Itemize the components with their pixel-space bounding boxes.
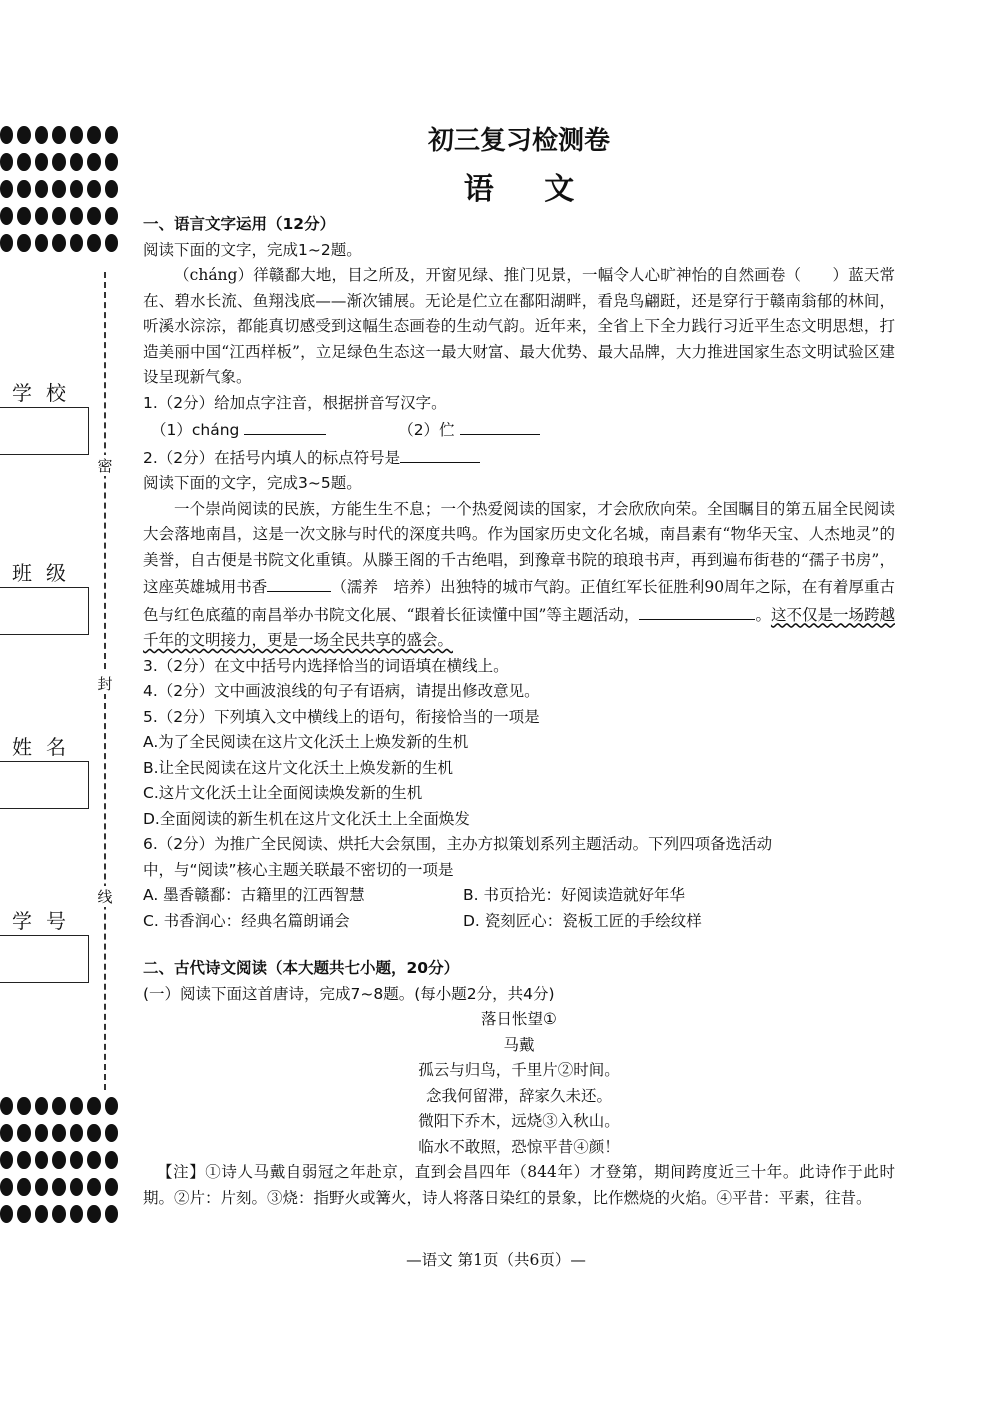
binding-dot bbox=[105, 1124, 118, 1142]
school-label: 学校 bbox=[12, 381, 80, 405]
binding-dot bbox=[17, 153, 30, 171]
binding-dot bbox=[35, 126, 48, 144]
binding-dot bbox=[35, 1097, 48, 1115]
binding-dot-row bbox=[0, 1205, 118, 1223]
binding-dot bbox=[87, 1151, 100, 1169]
binding-dot bbox=[105, 180, 118, 198]
subject-title: 语 文 bbox=[463, 172, 595, 207]
binding-dot bbox=[17, 1205, 30, 1223]
binding-dot bbox=[17, 1178, 30, 1196]
binding-dot bbox=[87, 153, 100, 171]
binding-dot bbox=[105, 153, 118, 171]
binding-dot bbox=[87, 207, 100, 225]
question-5: 5.（2分）下列填入文中横线上的语句，衔接恰当的一项是 bbox=[143, 707, 540, 726]
binding-dot bbox=[35, 1205, 48, 1223]
binding-dot bbox=[52, 126, 65, 144]
exam-title: 初三复习检测卷 bbox=[427, 126, 610, 156]
binding-dot bbox=[87, 126, 100, 144]
question-4: 4.（2分）文中画波浪线的句子有语病，请提出修改意见。 bbox=[143, 682, 540, 700]
binding-dot bbox=[87, 1124, 100, 1142]
binding-dot bbox=[70, 1205, 83, 1223]
q5-option-a[interactable]: A.为了全民阅读在这片文化沃土上焕发新的生机 bbox=[143, 733, 469, 751]
binding-dot bbox=[87, 1205, 100, 1223]
binding-dot-row bbox=[0, 207, 118, 225]
passage-2-part-b: 出独特的城市气韵。正值红军长征胜利90周年之际，在有着厚重古色与红色底蕴的南昌举办书院文化展、“跟着长征读懂中国”等主题活动， bbox=[143, 578, 895, 624]
passage-2-part-a: 一个崇尚阅读的民族，方能生生不息；一个热爱阅读的国家，才会欣欣向荣。全国瞩目的第五届全民阅读大会落地南昌，这是一次文脉与时代的深度共鸣。作为国家历史文化名城，南昌素有“物华天宝、人杰地灵”的美誉，自古便是书院文化重镇。从滕王阁的千古绝唱，到豫章书院的琅琅书声，再到遍布街巷的“孺子书房”，这座英雄城用书香 bbox=[143, 499, 895, 596]
question-1: 1.（2分）给加点字注音，根据拼音写汉字。 bbox=[143, 393, 447, 412]
binding-dot bbox=[0, 234, 13, 252]
q1-part1-label: （1）cháng bbox=[151, 421, 240, 439]
binding-dot bbox=[0, 207, 13, 225]
q5-option-d[interactable]: D.全面阅读的新生机在这片文化沃土上全面焕发 bbox=[143, 809, 470, 828]
binding-dot bbox=[17, 234, 30, 252]
section2-subheading: (一）阅读下面这首唐诗，完成7~8题。(每小题2分，共4分) bbox=[143, 984, 555, 1003]
passage-2: 一个崇尚阅读的民族，方能生生不息；一个热爱阅读的国家，才会欣欣向荣。全国瞩目的第五届全民阅读大会落地南昌，这是一次文脉与时代的深度共鸣。作为国家历史文化名城，南昌素有“物华天宝、人杰地灵”的美誉，自古便是书院文化重镇。从滕王阁的千古绝唱，到豫章书院的琅琅书声，再到遍布街巷的“孺子书房”，这座英雄城用书香 （濡养 培养）出独特的城市气韵。正值红军长征胜利90周年之际，在有着厚重古色与红色底蕴的南昌举办书院文化展、“跟着长征读懂中国”等主题活动， 。这不仅是一场跨越千年的文明接力，更是一场全民共享的盛会。 bbox=[143, 499, 895, 649]
q5-option-c[interactable]: C.这片文化沃土让全面阅读焕发新的生机 bbox=[143, 784, 423, 802]
section2-heading: 二、古代诗文阅读（本大题共七小题，20分） bbox=[143, 959, 460, 977]
binding-dot bbox=[17, 1151, 30, 1169]
page-footer: —语文 第1页（共6页）— bbox=[406, 1251, 586, 1269]
binding-dot bbox=[105, 207, 118, 225]
poem-notes: 【注】①诗人马戴自弱冠之年赴京，直到会昌四年（844年）才登第，期间跨度近三十年。此诗作于此时期。②片：片刻。③烧：指野火或篝火，诗人将落日染红的景象，比作燃烧的火焰。④平昔：平素，往昔。 bbox=[143, 1163, 895, 1207]
q6-options-row1 bbox=[143, 883, 895, 909]
binding-dot bbox=[52, 180, 65, 198]
q1-part2-label: （2）伫 bbox=[398, 421, 455, 439]
binding-dot bbox=[70, 207, 83, 225]
student-id-field[interactable] bbox=[0, 935, 89, 983]
word-choice: （濡养 培养） bbox=[331, 578, 441, 596]
binding-dot bbox=[0, 1124, 13, 1142]
binding-dot bbox=[17, 126, 30, 144]
binding-dot-row bbox=[0, 234, 118, 252]
binding-dot bbox=[0, 1097, 13, 1115]
binding-dot-row bbox=[0, 126, 118, 144]
binding-dot bbox=[35, 207, 48, 225]
binding-dots-bottom bbox=[0, 1097, 118, 1232]
binding-dot bbox=[70, 1124, 83, 1142]
binding-dot bbox=[105, 1151, 118, 1169]
binding-dot bbox=[70, 1097, 83, 1115]
binding-dot bbox=[105, 1097, 118, 1115]
binding-dot bbox=[105, 234, 118, 252]
binding-dot bbox=[87, 234, 100, 252]
q1-part1-blank[interactable] bbox=[244, 416, 326, 435]
binding-dot bbox=[52, 153, 65, 171]
poem-line: 微阳下乔木，远烧③入秋山。 bbox=[418, 1112, 620, 1130]
binding-dot bbox=[70, 1151, 83, 1169]
binding-dot bbox=[35, 234, 48, 252]
exam-page bbox=[143, 120, 895, 1211]
question-1-answers bbox=[143, 416, 895, 444]
seal-char-mi: 密 bbox=[97, 457, 113, 475]
seal-char-feng: 封 bbox=[97, 675, 113, 693]
q6-option-b[interactable]: B. 书页拾光：好阅读造就好年华 bbox=[463, 886, 685, 904]
q6-options-row2 bbox=[143, 909, 895, 935]
student-id-label: 学号 bbox=[12, 909, 80, 933]
binding-dot bbox=[0, 180, 13, 198]
binding-dot-row bbox=[0, 153, 118, 171]
binding-dot bbox=[0, 1151, 13, 1169]
q5-option-b[interactable]: B.让全民阅读在这片文化沃土上焕发新的生机 bbox=[143, 758, 454, 777]
binding-dot bbox=[35, 1151, 48, 1169]
binding-dot bbox=[0, 126, 13, 144]
binding-dot-row bbox=[0, 1178, 118, 1196]
binding-dot bbox=[52, 1205, 65, 1223]
q1-part2-blank[interactable] bbox=[460, 416, 540, 435]
question-2-text: 2.（2分）在括号内填人的标点符号是 bbox=[143, 448, 401, 467]
question-3: 3.（2分）在文中括号内选择恰当的词语填在横线上。 bbox=[143, 656, 509, 675]
binding-dot bbox=[105, 1205, 118, 1223]
binding-dot bbox=[70, 1178, 83, 1196]
q6-option-c[interactable]: C. 书香润心：经典名篇朗诵会 bbox=[143, 911, 350, 930]
class-label: 班级 bbox=[12, 561, 80, 585]
binding-dot bbox=[35, 180, 48, 198]
binding-dot bbox=[87, 1097, 100, 1115]
poem-author: 马戴 bbox=[503, 1035, 535, 1054]
question-2 bbox=[143, 444, 895, 472]
q6-option-d[interactable]: D. 瓷刻匠心：瓷板工匠的手绘纹样 bbox=[463, 911, 702, 930]
question-6-line2: 中，与“阅读”核心主题关联最不密切的一项是 bbox=[143, 860, 454, 879]
intro-q1-2: 阅读下面的文字，完成1~2题。 bbox=[143, 240, 362, 259]
binding-dot bbox=[35, 1124, 48, 1142]
binding-dot bbox=[105, 1178, 118, 1196]
binding-dot bbox=[52, 1124, 65, 1142]
binding-dot bbox=[52, 234, 65, 252]
binding-dot bbox=[17, 1124, 30, 1142]
class-field[interactable] bbox=[0, 587, 89, 635]
binding-dot bbox=[35, 1178, 48, 1196]
binding-dot bbox=[0, 1178, 13, 1196]
binding-dot bbox=[0, 153, 13, 171]
binding-dot bbox=[70, 234, 83, 252]
binding-dot-row bbox=[0, 180, 118, 198]
binding-dot bbox=[17, 1097, 30, 1115]
passage-1: （cháng）徉赣鄱大地，目之所及，开窗见绿、推门见景，一幅令人心旷神怡的自然画卷（ ）蓝天常在、碧水长流、鱼翔浅底——渐次铺展。无论是伫立在鄱阳湖畔，看凫鸟翩跹，还是穿行于赣南翁郁的林间，听溪水淙淙，都能真切感受到这幅生态画卷的生动气韵。近年来，全省上下全力践行习近平生态文明思想，打造美丽中国“江西样板”，立足绿色生态这一最大财富、最大优势、最大品牌，大力推进国家生态文明试验区建设呈现新气象。 bbox=[143, 266, 895, 386]
name-field[interactable] bbox=[0, 761, 89, 809]
q6-option-a[interactable]: A. 墨香赣鄱：古籍里的江西智慧 bbox=[143, 886, 365, 904]
poem-line: 念我何留滞，辞家久未还。 bbox=[425, 1086, 612, 1105]
binding-dot bbox=[52, 1151, 65, 1169]
binding-dot bbox=[52, 207, 65, 225]
binding-dot bbox=[35, 153, 48, 171]
binding-dot bbox=[52, 1097, 65, 1115]
binding-dot bbox=[70, 126, 83, 144]
passage-2-blank-1[interactable] bbox=[267, 573, 331, 592]
wavy-sentence: 这不仅是一场跨越千年的文明接力，更是一场全民共享的盛会。 bbox=[143, 605, 895, 649]
section1-heading: 一、语言文字运用（12分） bbox=[143, 215, 336, 233]
poem-line: 孤云与归鸟，千里片②时间。 bbox=[418, 1061, 620, 1079]
binding-dot bbox=[70, 153, 83, 171]
q2-blank[interactable] bbox=[400, 444, 480, 463]
school-field[interactable] bbox=[0, 407, 89, 455]
binding-dot-row bbox=[0, 1151, 118, 1169]
name-label: 姓名 bbox=[12, 735, 80, 759]
binding-dot bbox=[52, 1178, 65, 1196]
binding-dot bbox=[105, 126, 118, 144]
binding-dot-row bbox=[0, 1097, 118, 1115]
passage-2-blank-2[interactable] bbox=[639, 601, 755, 620]
binding-dot bbox=[17, 180, 30, 198]
binding-dot bbox=[17, 207, 30, 225]
binding-dot bbox=[87, 1178, 100, 1196]
poem-title: 落日怅望① bbox=[481, 1010, 557, 1028]
binding-dot bbox=[70, 180, 83, 198]
binding-dot bbox=[87, 180, 100, 198]
binding-dot-row bbox=[0, 1124, 118, 1142]
binding-dot bbox=[0, 1205, 13, 1223]
binding-dots-top bbox=[0, 126, 118, 261]
seal-char-xian: 线 bbox=[97, 888, 113, 906]
poem-line: 临水不敢照，恐惊平昔④颜！ bbox=[418, 1137, 620, 1156]
question-6-line1: 6.（2分）为推广全民阅读、烘托大会氛围，主办方拟策划系列主题活动。下列四项备选活动 bbox=[143, 835, 773, 853]
intro-q3-5: 阅读下面的文字，完成3~5题。 bbox=[143, 474, 362, 492]
